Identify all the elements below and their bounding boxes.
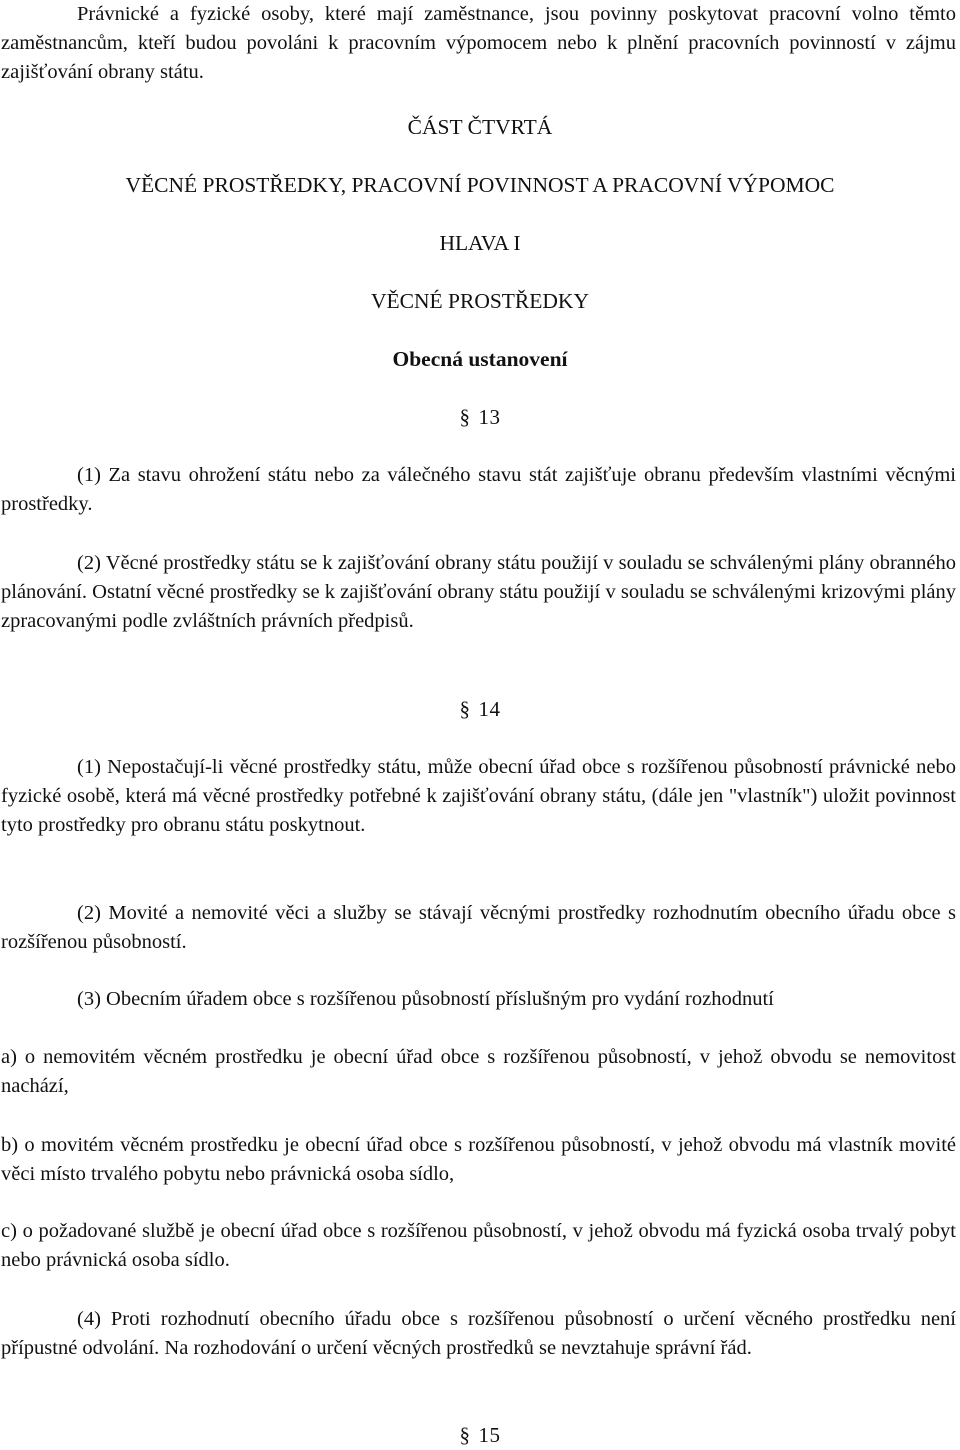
section-group-subtitle: Obecná ustanovení [392, 347, 568, 371]
section-14-paragraph-1: (1) Nepostačují-li věcné prostředky státu, může obecní úřad obce s rozšířenou působností právnické nebo fyzické osobě, která má věcné prostředky potřebné k zajišťování obrany státu, (dále jen "vlastník") uložit povinnost tyto prostředky pro obranu státu poskytnout. [1, 756, 956, 836]
section-14-paragraph-2: (2) Movité a nemovité věci a služby se stávají věcnými prostředky rozhodnutím obecního úřadu obce s rozšířenou působností. [1, 902, 956, 953]
section-14-paragraph-4: (4) Proti rozhodnutí obecního úřadu obce s rozšířenou působností o určení věcného prostředku není přípustné odvolání. Na rozhodování o určení věcných prostředků se nevztahuje správní řád. [1, 1308, 956, 1359]
intro-paragraph: Právnické a fyzické osoby, které mají zaměstnance, jsou povinny poskytovat pracovní volno těmto zaměstnancům, kteří budou povoláni k pracovním výpomocem nebo k plnění pracovních povinností v zájmu zajišťování obrany státu. [1, 3, 956, 83]
section-13-paragraph-1: (1) Za stavu ohrožení státu nebo za válečného stavu stát zajišťuje obranu především vlastními věcnými prostředky. [1, 464, 956, 515]
section-number: 15 [478, 1423, 501, 1447]
part-title: VĚCNÉ PROSTŘEDKY, PRACOVNÍ POVINNOST A PRACOVNÍ VÝPOMOC [125, 173, 835, 197]
section-symbol: § [459, 697, 471, 721]
section-symbol: § [459, 405, 471, 429]
section-14-item-b: b) o movitém věcném prostředku je obecní úřad obce s rozšířenou působností, v jehož obvodu má vlastník movité věci místo trvalého pobytu nebo právnická osoba sídlo, [1, 1134, 956, 1185]
chapter-number: HLAVA I [439, 231, 521, 255]
section-14-item-a: a) o nemovitém věcném prostředku je obecní úřad obce s rozšířenou působností, v jehož obvodu se nemovitost nachází, [1, 1046, 956, 1097]
section-heading-13 [0, 403, 960, 432]
section-heading-15 [0, 1421, 960, 1450]
chapter-title: VĚCNÉ PROSTŘEDKY [370, 289, 589, 313]
section-number: 14 [478, 697, 501, 721]
section-13-paragraph-2: (2) Věcné prostředky státu se k zajišťování obrany státu použijí v souladu se schválenými plány obranného plánování. Ostatní věcné prostředky se k zajišťování obrany státu použijí v souladu se schválenými krizovými plány zpracovanými podle zvláštních právních předpisů. [1, 552, 956, 632]
section-14-paragraph-3: (3) Obecním úřadem obce s rozšířenou působností příslušným pro vydání rozhodnutí [77, 988, 774, 1010]
section-symbol: § [459, 1423, 471, 1447]
part-number: ČÁST ČTVRTÁ [407, 115, 553, 139]
section-heading-14 [0, 695, 960, 724]
section-number: 13 [478, 405, 501, 429]
section-14-item-c: c) o požadované službě je obecní úřad obce s rozšířenou působností, v jehož obvodu má fyzická osoba trvalý pobyt nebo právnická osoba sídlo. [1, 1220, 956, 1271]
